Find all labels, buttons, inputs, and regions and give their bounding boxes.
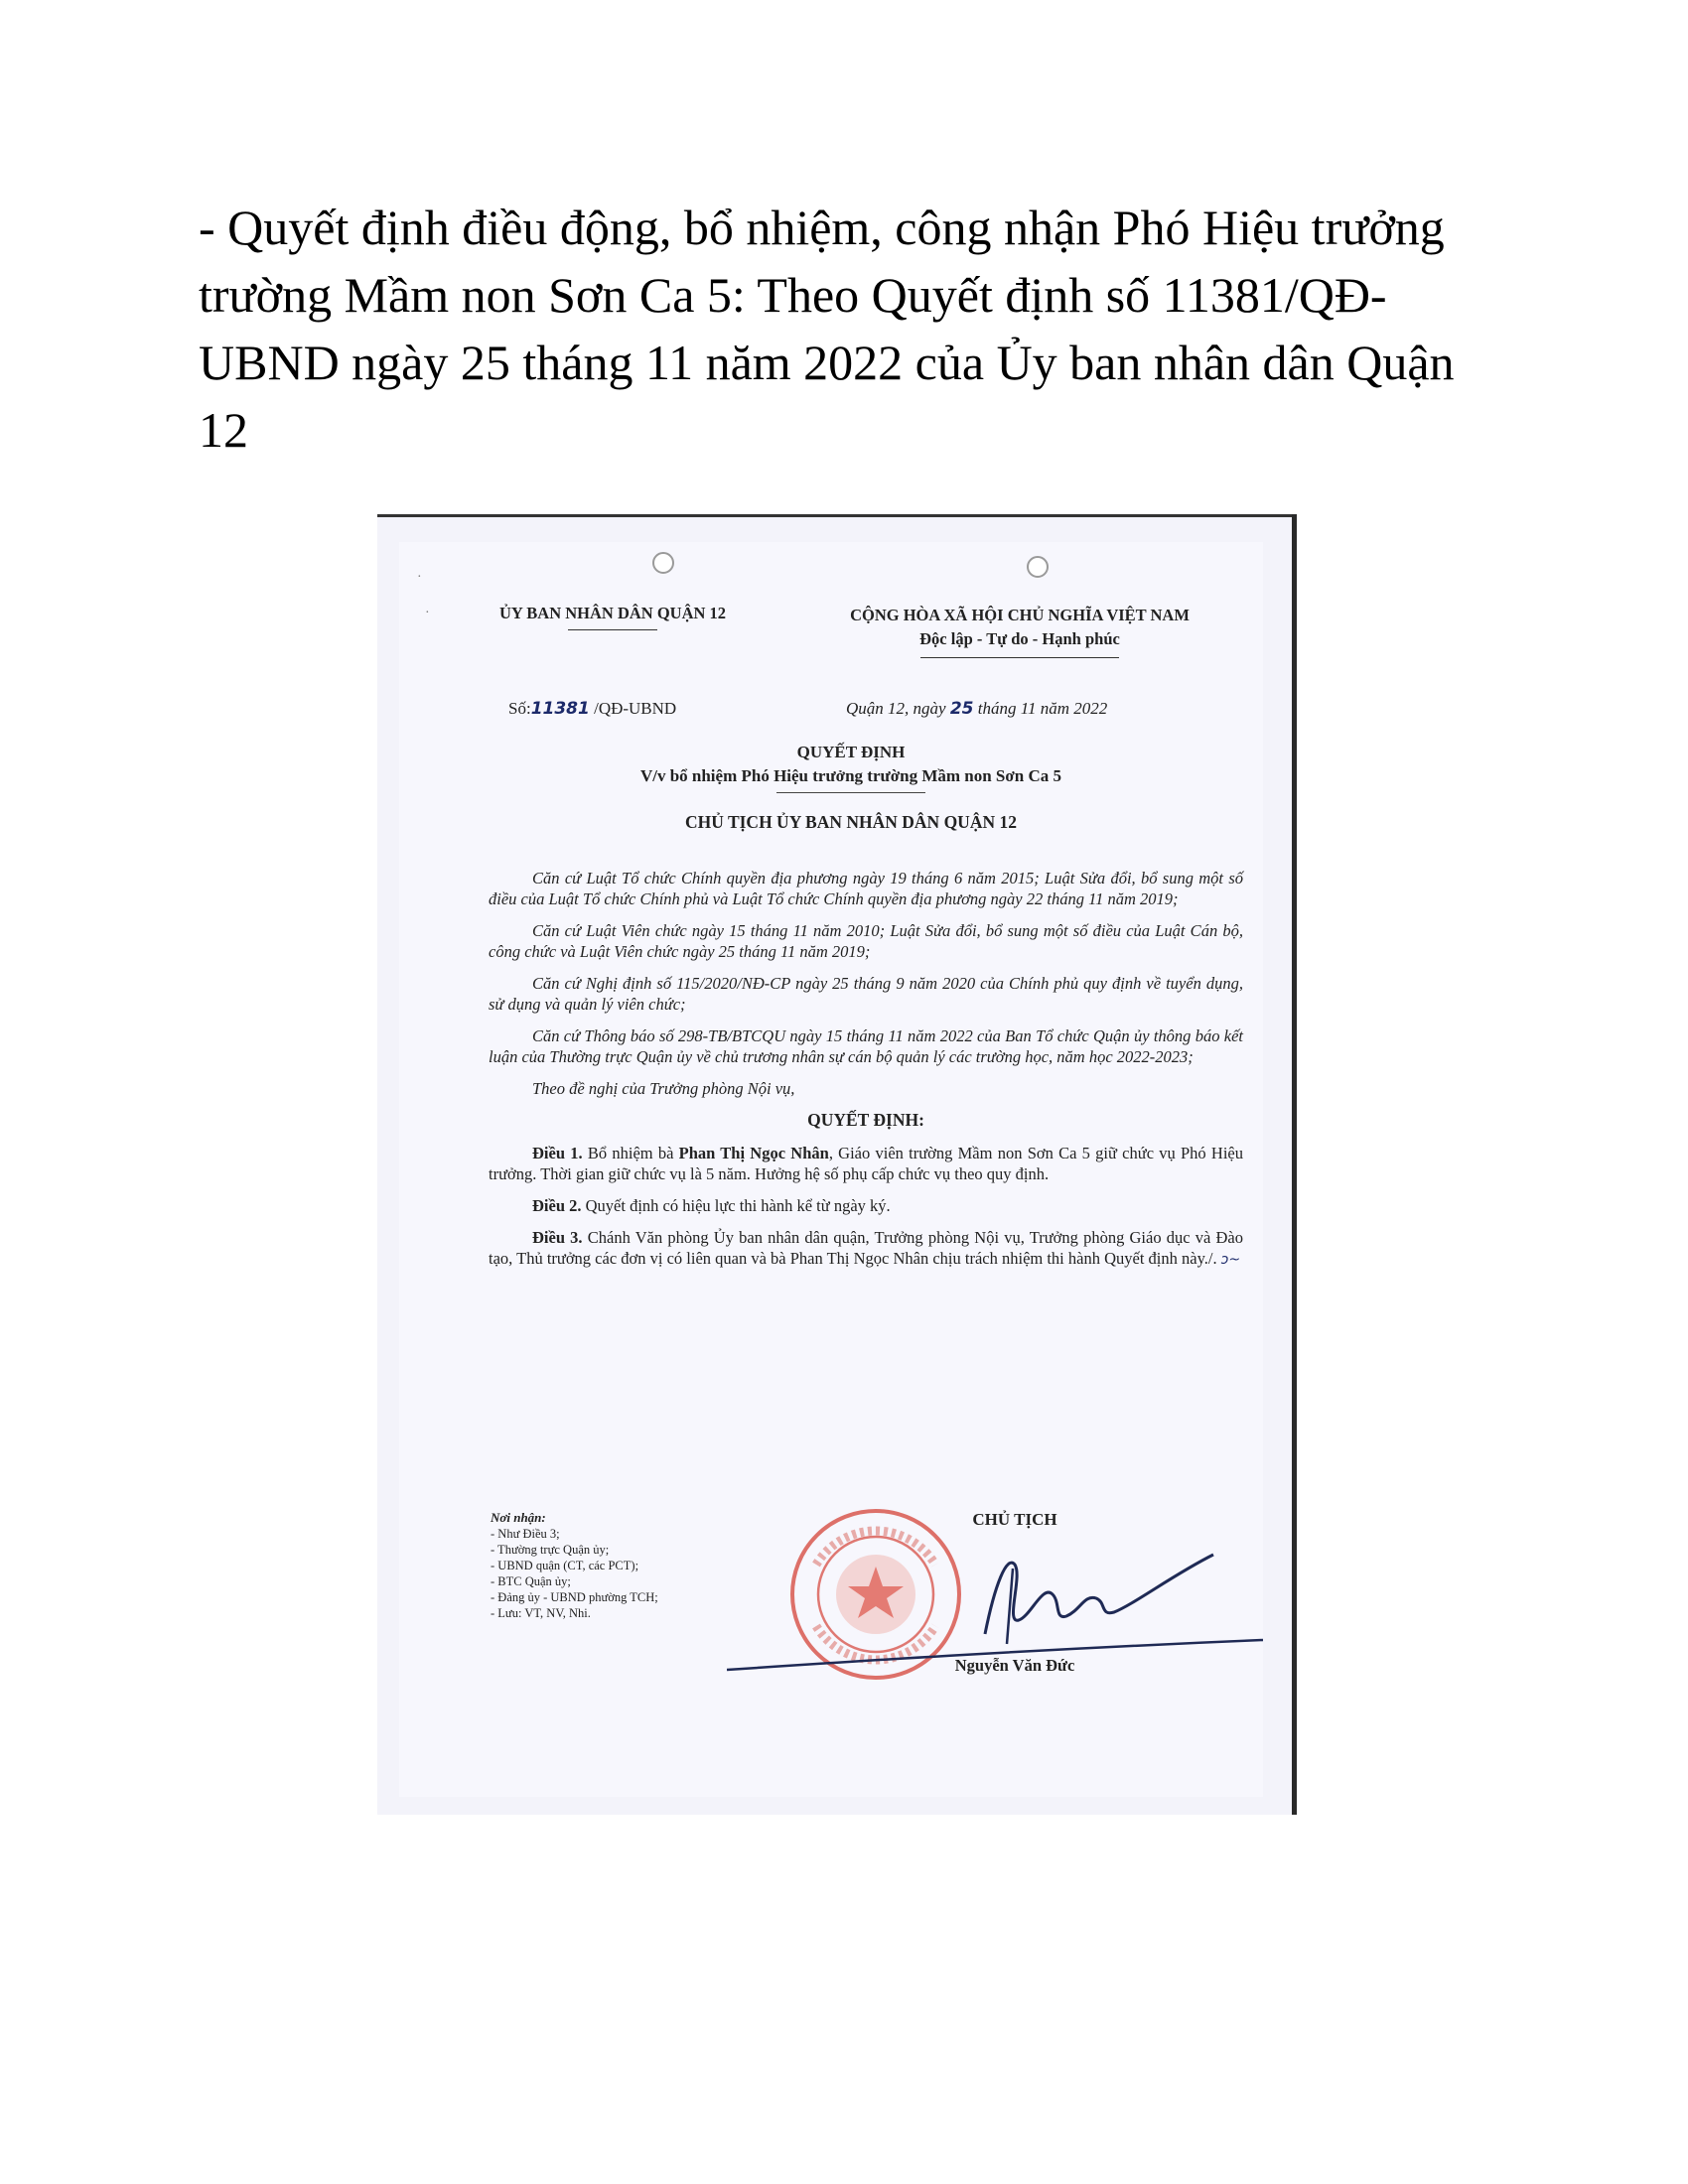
decision-body: [489, 868, 1243, 1282]
article-3: [489, 1227, 1243, 1271]
recipient-item: - BTC Quận ủy;: [491, 1574, 571, 1588]
place-day-handwritten: 25: [949, 699, 974, 719]
appointee-name: Phan Thị Ngọc Nhân: [678, 1144, 829, 1162]
decision-subject: V/v bổ nhiệm Phó Hiệu trưởng trường Mầm non Sơn Ca 5: [639, 766, 1062, 785]
national-header: [806, 604, 1233, 658]
article-2-text: Quyết định có hiệu lực thi hành kể từ ngày ký.: [581, 1196, 891, 1215]
intro-paragraph: - Quyết định điều động, bổ nhiệm, công nhận Phó Hiệu trưởng trường Mầm non Sơn Ca 5: Theo Quyết định số 11381/QĐ-UBND ngày 25 tháng 11 năm 2022 của Ủy ban nhân dân Quận 12: [199, 200, 1455, 458]
decision-title: QUYẾT ĐỊNH: [796, 743, 906, 761]
decision-heading: QUYẾT ĐỊNH:: [807, 1110, 924, 1130]
place-suffix: tháng 11 năm 2022: [973, 699, 1108, 718]
number-prefix: Số:: [508, 699, 531, 718]
article-2: [489, 1195, 1243, 1216]
issuer-underline: [568, 629, 657, 630]
legal-basis-2: Căn cứ Luật Viên chức ngày 15 tháng 11 năm 2010; Luật Sửa đổi, bổ sung một số điều của Luật Cán bộ, công chức và Luật Viên chức ngày 25 tháng 11 năm 2019;: [489, 921, 1243, 961]
article-1-pre: Bổ nhiệm bà: [582, 1144, 679, 1162]
motto-underline: [920, 657, 1119, 658]
chairman-heading: CHỦ TỊCH ỦY BAN NHÂN DÂN QUẬN 12: [685, 812, 1017, 832]
legal-basis-3: Căn cứ Nghị định số 115/2020/NĐ-CP ngày 25 tháng 9 năm 2020 của Chính phủ quy định về tuyển dụng, sử dụng và quản lý viên chức;: [489, 974, 1243, 1014]
scan-top-border: [377, 514, 1297, 517]
issuer-name: ỦY BAN NHÂN DÂN QUẬN 12: [498, 604, 727, 622]
recipient-item: - Như Điều 3;: [491, 1527, 560, 1541]
place-prefix: Quận 12, ngày: [846, 699, 950, 718]
article-1-post: , Giáo viên trường Mầm non Sơn Ca 5 giữ chức vụ Phó Hiệu trưởng. Thời gian giữ chức vụ là 5 năm. Hưởng hệ số phụ cấp chức vụ theo quy định.: [489, 1144, 1243, 1183]
number-suffix: /QĐ-UBND: [589, 699, 677, 718]
scan-right-border: [1292, 514, 1297, 1815]
article-1-label: Điều 1.: [532, 1144, 583, 1162]
scan-speck: ·: [417, 570, 422, 585]
scanned-decision-image: [377, 514, 1297, 1815]
sign-title: CHỦ TỊCH: [972, 1510, 1057, 1529]
legal-basis-1: Căn cứ Luật Tổ chức Chính quyền địa phương ngày 19 tháng 6 năm 2015; Luật Sửa đổi, bổ sung một số điều của Luật Tổ chức Chính phủ và Luật Tổ chức Chính quyền địa phương ngày 22 tháng 11 năm 2019;: [489, 869, 1243, 908]
place-date: [846, 699, 1243, 719]
article-1: [489, 1143, 1243, 1184]
handwritten-initial-icon: ↄ~: [1220, 1252, 1241, 1268]
article-3-text: Chánh Văn phòng Ủy ban nhân dân quận, Trưởng phòng Nội vụ, Trưởng phòng Giáo dục và Đào tạo, Thủ trưởng các đơn vị có liên quan và bà Phan Thị Ngọc Nhân chịu trách nhiệm thi hành Quyết định này./.: [489, 1228, 1244, 1268]
recipient-item: - Đảng ủy - UBND phường TCH;: [491, 1590, 658, 1604]
decision-title-block: [439, 741, 1263, 793]
document-paper: [399, 542, 1263, 1797]
decision-document: [399, 542, 1263, 1797]
number-handwritten: 11381: [530, 699, 590, 719]
scan-speck: ·: [425, 606, 430, 620]
signer-name: Nguyễn Văn Đức: [954, 1656, 1075, 1675]
legal-basis-4: Căn cứ Thông báo số 298-TB/BTCQU ngày 15 tháng 11 năm 2022 của Ban Tổ chức Quận ủy thông báo kết luận của Thường trực Quận ủy về chủ trương nhân sự cán bộ quản lý các trường học, năm học 2022-2023;: [489, 1026, 1243, 1066]
motto: Độc lập - Tự do - Hạnh phúc: [919, 629, 1120, 648]
article-2-label: Điều 2.: [532, 1196, 582, 1215]
legal-basis-5: Theo đề nghị của Trưởng phòng Nội vụ,: [532, 1079, 795, 1098]
recipient-item: - Lưu: VT, NV, Nhi.: [491, 1606, 591, 1620]
recipient-item: - Thường trực Quận ủy;: [491, 1543, 610, 1557]
recipients-block: [491, 1510, 808, 1621]
national-title: CỘNG HÒA XÃ HỘI CHỦ NGHĨA VIỆT NAM: [850, 606, 1190, 624]
issuer-block: [439, 604, 786, 630]
recipient-item: - UBND quận (CT, các PCT);: [491, 1559, 639, 1572]
recipients-title: Nơi nhận:: [491, 1510, 546, 1525]
document-number: [508, 699, 676, 719]
subject-underline: [776, 792, 925, 793]
article-3-label: Điều 3.: [532, 1228, 583, 1247]
